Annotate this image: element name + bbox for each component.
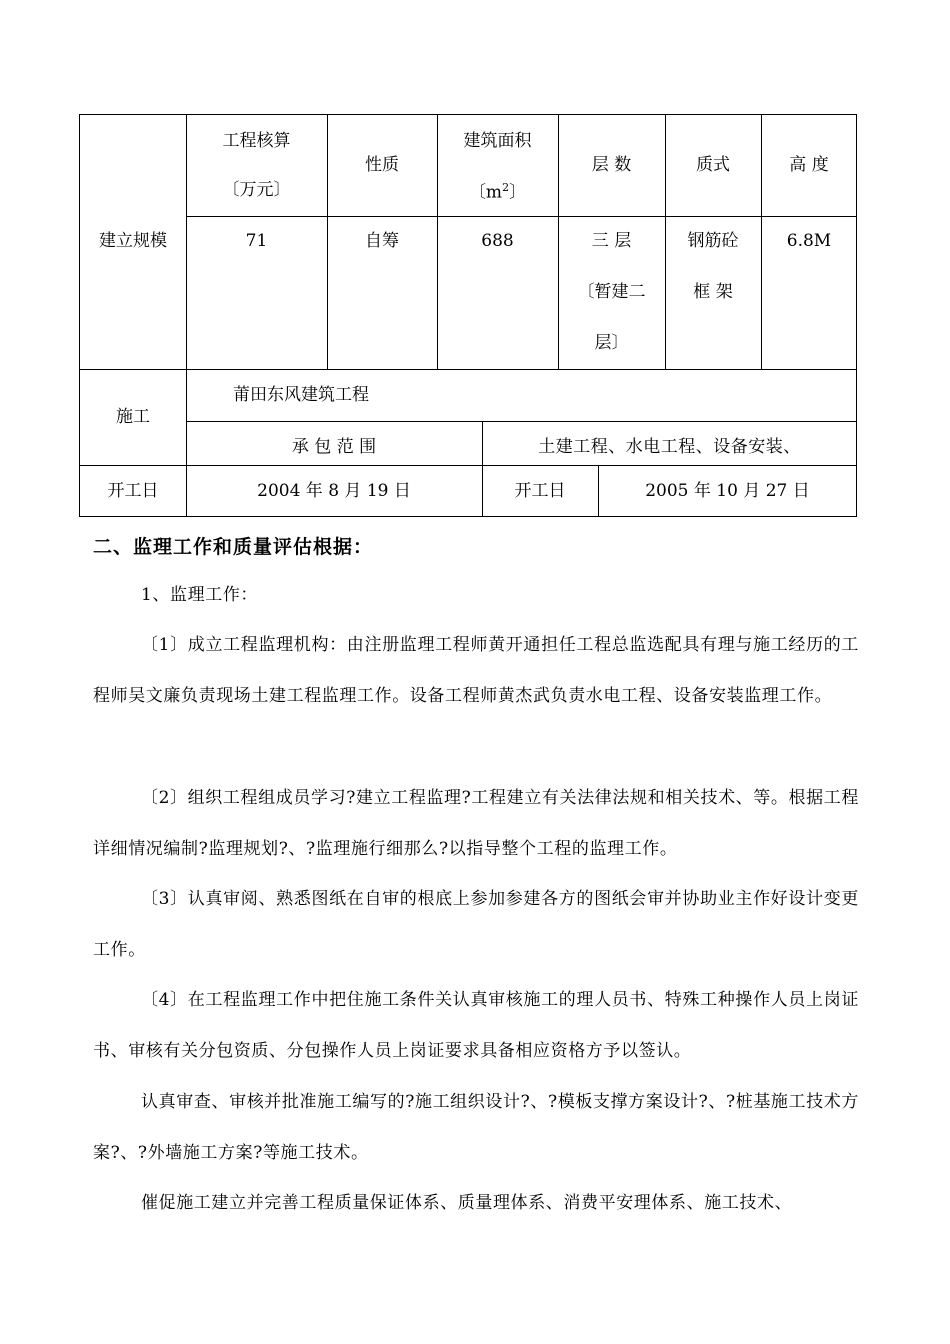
header-area-line2: 〔$m^2$〕 [468,181,527,203]
start-date-value: 2004 年 8 月 19 日 [257,481,411,501]
header-cost-line2: 〔万元〕 [222,180,291,200]
header-area-line1: 建筑面积 [463,131,532,151]
paragraph-2: 〔2〕组织工程组成员学习?建立工程监理?工程建立有关法律法规和相关技术、等。根据工程详细情况编制?监理规划?、?监理施行细那么?以指导整个工程的监理工作。 [93,788,859,859]
paragraph-6: 催促施工建立并完善工程质量保证体系、质量理体系、消费平安理体系、施工技术、 [141,1193,793,1213]
project-info-table [79,114,857,517]
paragraph-4: 〔4〕在工程监理工作中把住施工条件关认真审核施工的理人员书、特殊工种操作人员上岗证书、审核有关分包资质、分包操作人员上岗证要求具备相应资格方予以签认。 [93,990,859,1061]
end-date-value: 2005 年 10 月 27 日 [645,481,810,501]
value-floors-line1: 三 层 [591,231,632,251]
header-floors: 层 数 [591,155,632,175]
value-floors-line3: 层〕 [594,333,629,353]
construction-label: 施工 [116,407,150,427]
paragraph-5: 认真审查、审核并批准施工编写的?施工组织设计?、?模板支撑方案设计?、?桩基施工技术方案?、?外墙施工方案?等施工技术。 [93,1092,859,1163]
header-cost-line1: 工程核算 [222,131,291,151]
paragraph-3: 〔3〕认真审阅、熟悉图纸在自审的根底上参加参建各方的图纸会审并协助业主作好设计变更工作。 [93,889,859,960]
scope-label: 承 包 范 围 [291,437,377,457]
value-cost: 71 [245,231,268,251]
header-nature: 性质 [365,155,399,175]
subsection-title: 1、监理工作： [141,585,259,605]
value-nature: 自筹 [365,231,399,251]
paragraph-1: 〔1〕成立工程监理机构：由注册监理工程师黄开通担任工程总监选配具有理与施工经历的工程师吴文廉负责现场土建工程监理工作。设备工程师黄杰武负责水电工程、设备安装监理工作。 [93,635,859,706]
value-area: 688 [481,231,514,251]
end-date-label: 开工日 [514,481,566,501]
value-height: 6.8M [786,231,832,251]
scale-row-label: 建立规模 [99,231,167,251]
start-date-label: 开工日 [107,481,159,501]
construction-company: 莆田东风建筑工程 [233,385,369,405]
value-floors-line2: 〔暂建二 [577,282,646,302]
value-structure-line1: 钢筋砼 [687,231,739,251]
value-structure-line2: 框 架 [693,282,733,302]
header-structure: 质式 [696,155,730,175]
header-height: 高 度 [789,155,829,175]
section-heading: 二、监理工作和质量评估根据： [93,536,374,558]
scope-value: 土建工程、水电工程、设备安装、 [538,437,801,457]
